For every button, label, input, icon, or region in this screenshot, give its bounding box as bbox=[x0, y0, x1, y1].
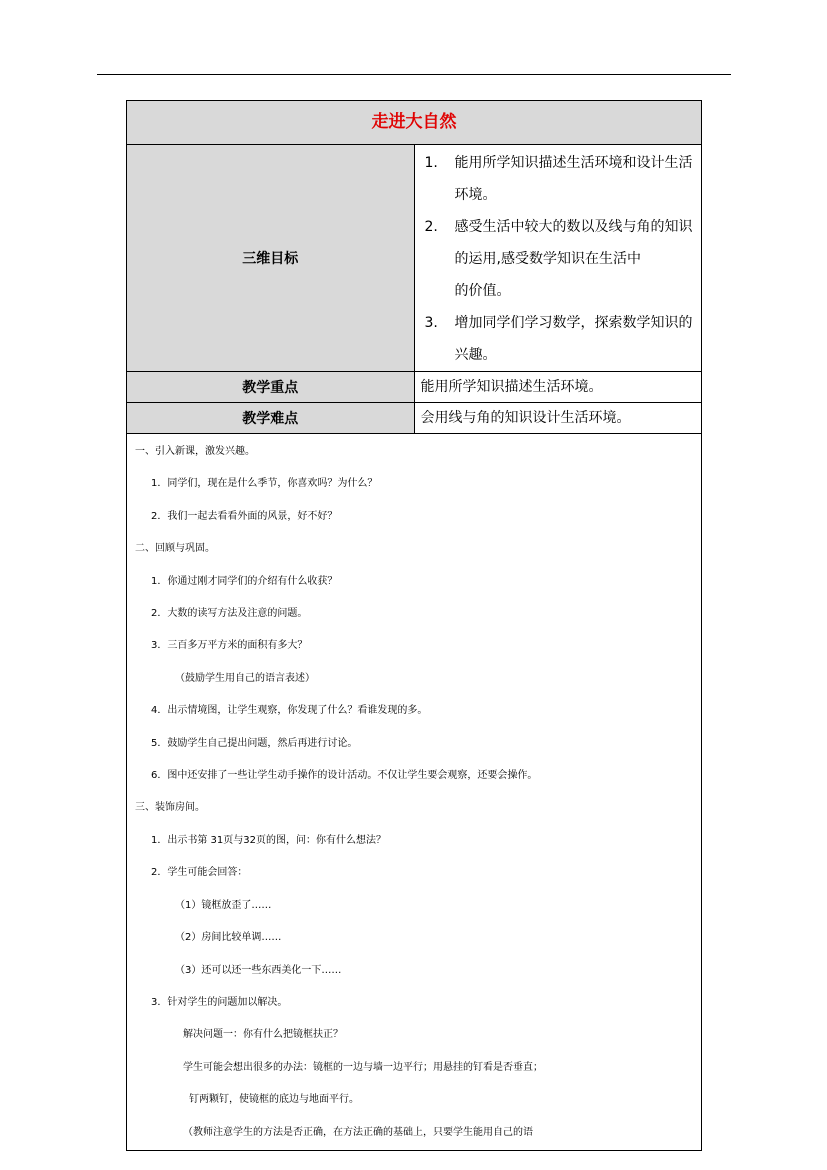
process-note: （鼓励学生用自己的语言表述） bbox=[175, 672, 315, 684]
process-sub-item: （2）房间比较单调…… bbox=[175, 932, 282, 944]
goal-item bbox=[425, 211, 694, 275]
difficulty-label: 教学难点 bbox=[127, 403, 415, 434]
goal-number: 2. bbox=[424, 219, 438, 235]
section-heading: 三、装饰房间。 bbox=[135, 802, 205, 814]
goal-item bbox=[425, 147, 694, 211]
header-rule bbox=[97, 74, 731, 75]
goal-number bbox=[425, 275, 455, 307]
process-step: 5．鼓励学生自己提出问题，然后再进行讨论。 bbox=[151, 737, 358, 749]
process-paragraph: 钉两颗钉，使镜框的底边与地面平行。 bbox=[189, 1094, 359, 1106]
process-paragraph: 解决问题一：你有什么把镜框扶正？ bbox=[183, 1029, 343, 1041]
key-point-text: 能用所学知识描述生活环境。 bbox=[414, 372, 702, 403]
process-sub-item: （1）镜框放歪了…… bbox=[175, 899, 272, 911]
goal-text: 增加同学们学习数学，探索数学知识的兴趣。 bbox=[454, 315, 693, 363]
process-step: 4．出示情境图，让学生观察，你发现了什么？看谁发现的多。 bbox=[151, 705, 428, 717]
goal-number: 3. bbox=[424, 315, 438, 331]
goal-item bbox=[425, 307, 694, 371]
lesson-title: 走进大自然 bbox=[371, 112, 457, 132]
difficulty-text: 会用线与角的知识设计生活环境。 bbox=[414, 403, 702, 434]
process-step: 1．出示书第 31页与32页的图，问：你有什么想法？ bbox=[151, 834, 386, 846]
process-step: 2．大数的读写方法及注意的问题。 bbox=[151, 608, 308, 620]
process-sub-item: （3）还可以还一些东西美化一下…… bbox=[175, 964, 342, 976]
goal-text: 能用所学知识描述生活环境和设计生活环境。 bbox=[454, 155, 693, 203]
goal-item bbox=[425, 275, 694, 307]
section-heading: 一、引入新课，激发兴趣。 bbox=[135, 446, 255, 457]
goal-number: 1. bbox=[424, 155, 438, 171]
lesson-table bbox=[126, 100, 702, 1151]
goals-content bbox=[414, 145, 702, 372]
title-cell bbox=[127, 101, 702, 145]
process-step: 1．你通过刚才同学们的介绍有什么收获？ bbox=[151, 575, 338, 587]
goals-label: 三维目标 bbox=[127, 145, 415, 372]
process-step: 2．我们一起去看看外面的风景，好不好？ bbox=[151, 510, 338, 522]
process-step: 6．图中还安排了一些让学生动手操作的设计活动。不仅让学生要会观察，还要会操作。 bbox=[151, 770, 538, 782]
process-step: 3．针对学生的问题加以解决。 bbox=[151, 996, 288, 1008]
process-step: 3．三百多万平方米的面积有多大？ bbox=[151, 640, 308, 652]
key-point-label: 教学重点 bbox=[127, 372, 415, 403]
process-step: 1．同学们，现在是什么季节，你喜欢吗？为什么？ bbox=[151, 478, 378, 490]
section-heading: 二、回顾与巩固。 bbox=[135, 543, 215, 555]
goal-text: 感受生活中较大的数以及线与角的知识的运用,感受数学知识在生活中 bbox=[454, 219, 693, 267]
teaching-process bbox=[127, 434, 702, 1151]
process-paragraph: （教师注意学生的方法是否正确，在方法正确的基础上，只要学生能用自己的语 bbox=[183, 1126, 533, 1138]
process-paragraph: 学生可能会想出很多的办法：镜框的一边与墙一边平行；用悬挂的钉看是否垂直； bbox=[183, 1061, 543, 1073]
process-step: 2．学生可能会回答： bbox=[151, 867, 248, 879]
goal-text: 的价值。 bbox=[454, 283, 511, 299]
